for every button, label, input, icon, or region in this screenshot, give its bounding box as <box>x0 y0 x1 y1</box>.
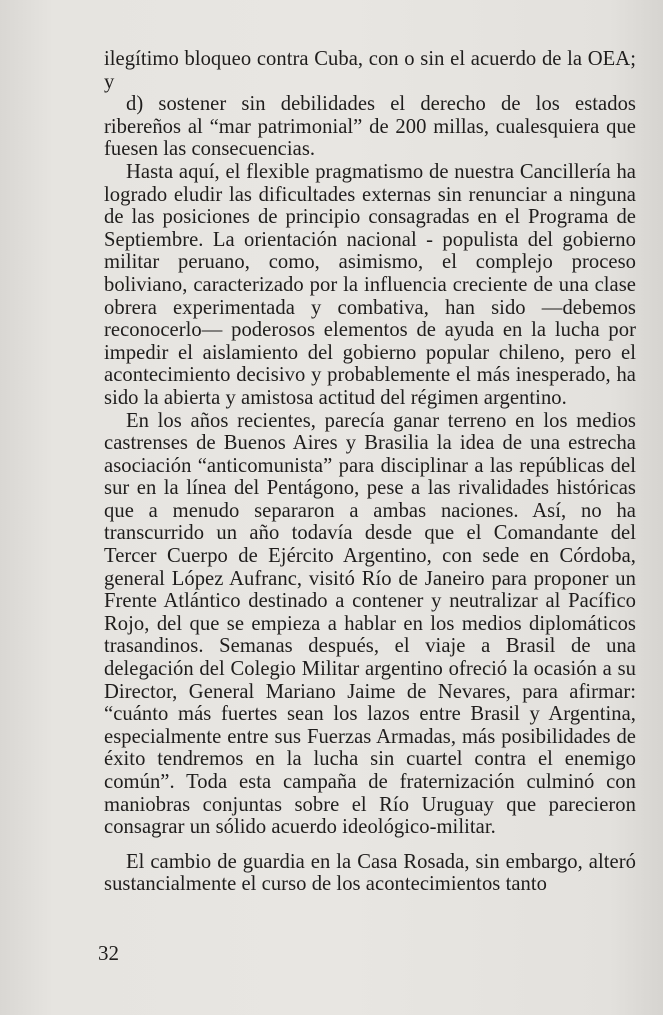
paragraph-casa-rosada: El cambio de guardia en la Casa Rosada, sin embargo, alteró sustancialmente el curso de los acontecimientos tanto <box>104 850 636 896</box>
paragraph-cancilleria: Hasta aquí, el flexible pragmatismo de nuestra Cancillería ha logrado eludir las dificultades externas sin renunciar a ninguna de las posiciones de principio consagradas en el Programa de Septiembre. La orientación nacional - populista del gobierno militar peruano, como, asimismo, el complejo proceso boliviano, caracterizado por la influencia creciente de una clase obrera experimentada y combativa, han sido —debemos reconocerlo— poderosos elementos de ayuda en la lucha por impedir el aislamiento del gobierno popular chileno, pero el acontecimiento decisivo y probablemente el más inesperado, ha sido la abierta y amistosa actitud del régimen argentino. <box>104 160 636 409</box>
paragraph-item-d: d) sostener sin debilidades el derecho de los estados ribereños al “mar patrimonial” de 200 millas, cualesquiera que fuesen las consecuencias. <box>104 93 636 161</box>
paragraph-continuation: ilegítimo bloqueo contra Cuba, con o sin el acuerdo de la OEA; y <box>104 48 636 93</box>
page-number: 32 <box>98 941 119 965</box>
paragraph-anos-recientes: En los años recientes, parecía ganar terreno en los medios castrenses de Buenos Aires y Brasilia la idea de una estrecha asociación “anticomunista” para disciplinar a las repúblicas del sur en la línea del Pentágono, pese a las rivalidades históricas que a menudo separaron a ambas naciones. Así, no ha transcurrido un año todavía desde que el Comandante del Tercer Cuerpo de Ejército Argentino, con sede en Córdoba, general López Aufranc, visitó Río de Janeiro para proponer un Frente Atlántico destinado a contener y neutralizar al Pacífico Rojo, del que se empieza a hablar en los medios diplomáticos trasandinos. Semanas después, el viaje a Brasil de una delegación del Colegio Militar argentino ofreció la ocasión a su Director, General Mariano Jaime de Nevares, para afirmar: “cuánto más fuertes sean los lazos entre Brasil y Argentina, especialmente entre sus Fuerzas Armadas, más posibilidades de éxito tendremos en la lucha sin cuartel contra el enemigo común”. Toda esta campaña de fraternización culminó con maniobras conjuntas sobre el Río Uruguay que parecieron consagrar un sólido acuerdo ideológico-militar. <box>104 409 636 839</box>
body-text <box>104 48 636 896</box>
